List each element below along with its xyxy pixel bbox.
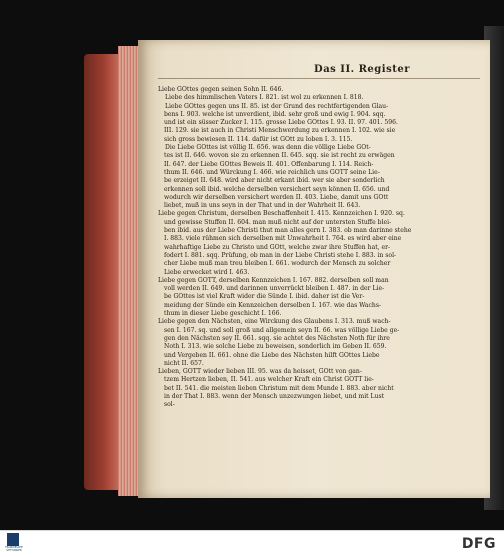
text-line: Lieben, GOTT wieder lieben III. 95. was da heisset, GOtt von gan- bbox=[158, 368, 362, 376]
text-line: bet II. 541. die meisten lieben Christum mit dem Munde I. 883. aber nicht bbox=[164, 384, 394, 392]
page-header-text: Das II. Register bbox=[314, 64, 410, 75]
text-line: tes ist II. 646. wovon sie zu erkennen II. 645. sqq. sie ist recht zu erwägen bbox=[164, 152, 395, 160]
text-line: Noth I. 313. wie solche Liebe zu beweisen, sonderlich im Geben II. 659. bbox=[164, 343, 387, 351]
text-line: be GOttes ist viel Kraft wider die Sünde I. ibid. daher ist die Ver- bbox=[164, 293, 365, 301]
text-line: thum in dieser Liebe geschicht I. 166. bbox=[164, 310, 282, 318]
text-line: Die Liebe GOttes ist völlig II. 656. was denn die völlige Liebe GOt- bbox=[165, 144, 371, 152]
text-line: Liebe gegen den Nächsten, eine Wirckung des Glaubens I. 313. muß wach- bbox=[158, 318, 391, 326]
text-line: ben ibid. aus der Liebe Christi thut man alles gern I. 383. ob man darinne stehe bbox=[164, 227, 412, 235]
header-rule bbox=[158, 78, 480, 79]
text-line: II. 647. der Liebe GOttes Beweis II. 401. Offenbarung I. 114. Reich- bbox=[164, 160, 374, 168]
book-page bbox=[138, 40, 490, 498]
text-line: voll werden II. 649. und darinnen unverrückt bleiben I. 487. in der Lie- bbox=[164, 285, 385, 293]
footer-bar bbox=[0, 530, 504, 557]
text-line: wodurch wir derselben versichert werden II. 403. Liebe, damit uns GOtt bbox=[164, 193, 389, 201]
text-line: be erzeiget II. 648. wird aber nicht erkant ibid. wer sie aber sonderlich bbox=[164, 177, 385, 185]
francke-logo-text: FRANCKESCHE STIFTUNGEN bbox=[5, 546, 23, 552]
text-line: erkennen soll ibid. welche derselben versichert seyn können II. 656. und bbox=[164, 185, 390, 193]
text-line: fodert I. 881. sqq. Prüfung, ob man in der Liebe Christi stehe I. 883. in sol- bbox=[164, 251, 397, 259]
text-line: Liebe gegen Christum, derselben Beschaffenheit I. 415. Kennzeichen I. 920. sq. bbox=[158, 210, 405, 218]
text-line: tzem Hertzen lieben, II. 541. aus welcher Kraft ein Christ GOTT lie- bbox=[164, 376, 374, 384]
text-line: nicht II. 657. bbox=[164, 359, 204, 367]
text-line: und Vergeben II. 661. ohne die Liebe des Nächsten hilft GOttes Liebe bbox=[164, 351, 380, 359]
text-line: und gewisse Stuffen II. 604. man muß nicht auf der untersten Stuffe blei- bbox=[164, 218, 392, 226]
text-line: bens I. 903. welche ist unverdient, ibid. sehr groß und ewig I. 904. sqq. bbox=[164, 110, 386, 118]
francke-logo[interactable] bbox=[2, 533, 24, 555]
text-line: Liebe erwecket wird I. 463. bbox=[164, 268, 250, 276]
page-header bbox=[138, 64, 490, 75]
text-line: wahrhaftige Liebe zu Christo und GOtt, welche zwar ihre Stuffen hat, er- bbox=[164, 243, 391, 251]
text-line: Liebe gegen GOTT, derselben Kennzeichen I. 167. 882. derselben soll man bbox=[158, 276, 389, 284]
text-line: III. 129. sie ist auch in Christi Menschwerdung zu erkennen I. 102. wie sie bbox=[164, 127, 396, 135]
register-text bbox=[158, 86, 483, 410]
text-line: liebet, muß in uns seyn in der That und in der Wahrheit II. 643. bbox=[164, 202, 361, 210]
text-line: sich gross bewiesen II. 114. dafür ist GOtt zu loben I. 3. 115. bbox=[164, 135, 353, 143]
text-line: sen I. 167. sq. und soll groß und allgemein seyn II. 66. was völlige Liebe ge- bbox=[164, 326, 400, 334]
text-line: thum II. 646. und Würckung I. 466. wie reichlich uns GOTT seine Lie- bbox=[164, 168, 380, 176]
text-line: I. 883. viele rühmen sich derselben mit Unwahrheit I. 764. es wird aber eine bbox=[164, 235, 402, 243]
text-line: Liebe GOttes gegen uns II. 85. ist der Grund des rechtfertigenden Glau- bbox=[165, 102, 389, 110]
text-line: meidung der Sünde ein Kennzeichen derselben I. 167. wie das Wachs- bbox=[164, 301, 382, 309]
text-line: gen den Nächsten sey II. 661. sqq. sie achtet des Nächsten Noth für ihre bbox=[164, 334, 390, 342]
text-line: und ist ein süsser Zucker I. 115. grosse Liebe GOttes I. 93. II. 97. 401. 596. bbox=[164, 119, 398, 127]
text-line: sol- bbox=[164, 401, 175, 409]
text-line: Liebe GOttes gegen seinen Sohn II. 646. bbox=[158, 86, 284, 93]
text-line: Liebe des himmlischen Vaters I. 821. ist wol zu erkennen I. 818. bbox=[165, 94, 364, 102]
francke-logo-icon bbox=[7, 533, 19, 546]
text-line: in der That I. 883. wenn der Mensch unzezwungen liebet, und mit Lust bbox=[164, 392, 385, 400]
dfg-logo[interactable]: DFG bbox=[461, 536, 496, 552]
text-line: cher Liebe muß man treu bleiben I. 661. wodurch der Mensch zu solcher bbox=[164, 260, 391, 268]
